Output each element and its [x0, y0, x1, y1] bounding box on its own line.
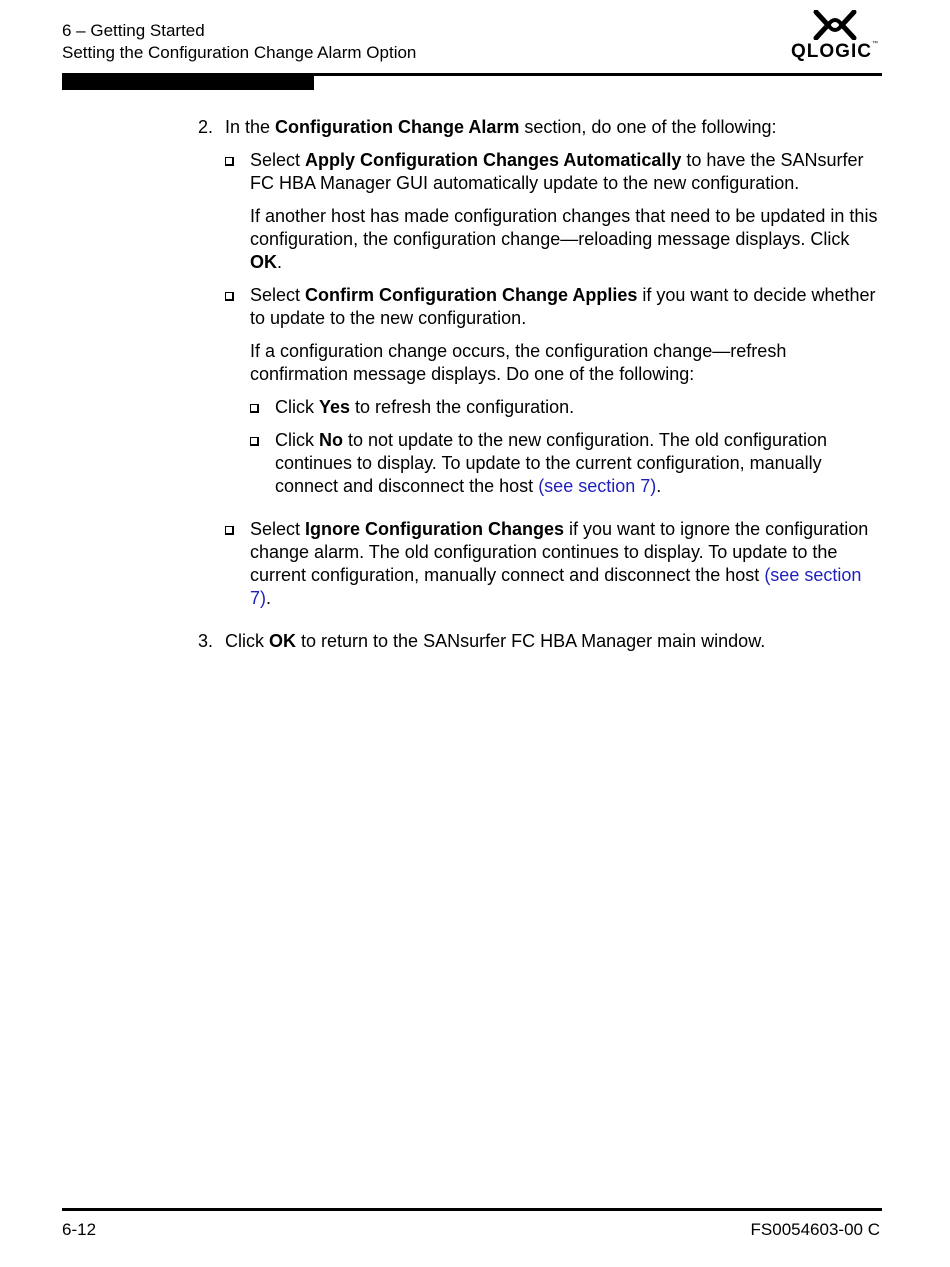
sub-bullet-text [275, 429, 883, 498]
square-bullet-icon [225, 157, 234, 166]
step-text [225, 630, 883, 653]
step-text-part: section, do one of the following: [519, 117, 777, 137]
header-text [62, 20, 416, 64]
page-body [198, 116, 883, 667]
para-text: If another host has made configuration changes that need to be updated in this configuration, the configuration change—reloading message displays. Click [250, 206, 878, 249]
square-bullet-icon [225, 526, 234, 535]
step-text-part: In the [225, 117, 276, 137]
bullet-text [250, 149, 883, 195]
bullet-bold: Confirm Configuration Change Applies [305, 285, 638, 305]
bullet-text [250, 518, 883, 610]
para-bold: OK [250, 252, 277, 272]
bullet-bold: Apply Configuration Changes Automatically [305, 150, 682, 170]
header-bar [62, 76, 314, 90]
sub-bullet-no [250, 429, 883, 498]
logo-text: QLOGIC [791, 41, 872, 62]
document-id: FS0054603-00 C [750, 1220, 880, 1239]
step-text [225, 116, 883, 139]
square-bullet-icon [250, 404, 259, 413]
step-2 [198, 116, 883, 610]
bullet-para: If a configuration change occurs, the configuration change—refresh confirmation message displays. Do one of the following: [250, 341, 787, 384]
header-chapter: 6 – Getting Started [62, 21, 205, 40]
sub-text-part: to not update to the new configuration. The old configuration continues to display. To update to the current configuration, manually connect and disconnect the host [275, 430, 828, 496]
sub-bold: No [319, 430, 343, 450]
page-number: 6-12 [62, 1220, 97, 1239]
step-bold: OK [269, 631, 296, 651]
step-text-part: Click [225, 631, 269, 651]
bullet-confirm-applies [225, 284, 883, 498]
step-number: 3. [198, 631, 214, 651]
section-7-link[interactable]: (see section 7) [538, 476, 657, 496]
bullet-text-part: Select [250, 150, 306, 170]
sub-bold: Yes [319, 397, 351, 417]
sub-bullet-text [275, 396, 883, 419]
sub-text-part: Click [275, 397, 319, 417]
sub-text-part: . [656, 476, 662, 496]
logo-trademark: ™ [871, 41, 879, 47]
qlogic-logo-icon [790, 10, 880, 62]
sub-text-part: to refresh the configuration. [350, 397, 575, 417]
square-bullet-icon [250, 437, 259, 446]
step-text-part: to return to the SANsurfer FC HBA Manager main window. [296, 631, 766, 651]
header-section: Setting the Configuration Change Alarm Option [62, 43, 417, 62]
logo-word [790, 41, 880, 63]
step-3 [198, 630, 883, 653]
bullet-text-part: Select [250, 285, 306, 305]
sub-bullet-yes [250, 396, 883, 419]
bullet-bold: Ignore Configuration Changes [305, 519, 565, 539]
bullet-para [250, 205, 883, 274]
bullet-text-part: Select [250, 519, 306, 539]
bullet-text-part: to have the SANsurfer FC HBA Manager GUI automatically update to the new configuration. [250, 150, 864, 193]
bullet-text-part: . [266, 588, 272, 608]
bullet-text [250, 284, 883, 330]
section-7-link[interactable]: (see section 7) [250, 565, 862, 608]
sub-text-part: Click [275, 430, 319, 450]
qlogic-mark-icon [812, 10, 858, 40]
bullet-ignore-changes [225, 518, 883, 610]
square-bullet-icon [225, 292, 234, 301]
bullet-apply-automatically [225, 149, 883, 274]
para-end: . [277, 252, 283, 272]
step-number: 2. [198, 117, 214, 137]
step-bold: Configuration Change Alarm [275, 117, 520, 137]
bullet-text-part: if you want to decide whether to update to the new configuration. [250, 285, 876, 328]
footer-rule [62, 1208, 882, 1211]
bullet-text-part: if you want to ignore the configuration change alarm. The old configuration continues to display. To update to the current configuration, manually connect and disconnect the host [250, 519, 869, 585]
